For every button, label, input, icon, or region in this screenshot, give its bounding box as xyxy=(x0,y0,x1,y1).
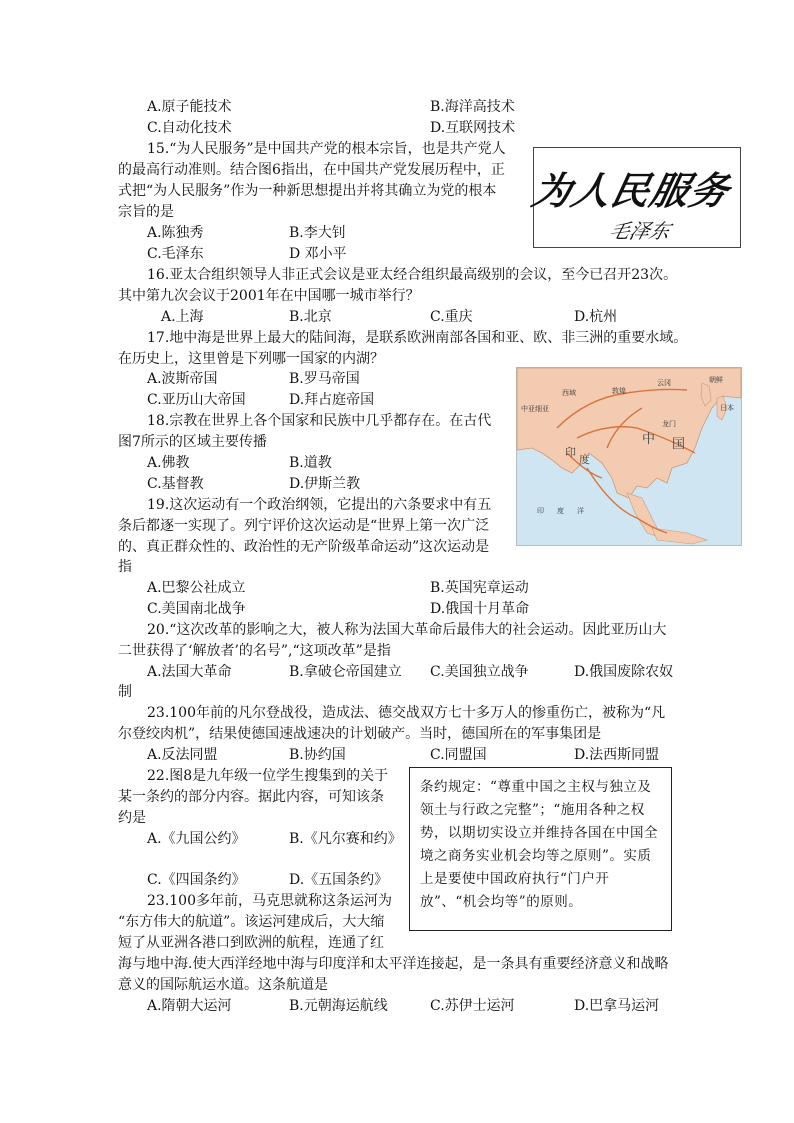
q20-stem: 二世获得了‘解放者’的名号”,“这项改革”是指 xyxy=(118,643,391,659)
q15-option-c: C.毛泽东 xyxy=(147,246,204,262)
q23-option-b: B.元朝海运航线 xyxy=(289,998,388,1014)
q22-stem: 22.图8是九年级一位学生搜集到的关于 xyxy=(147,768,389,784)
treaty-excerpt-text: 条约规定：“尊重中国之主权与独立及领土与行政之完整”；“施用各种之权势，以期切实设立并维持各国在中国全境之商务实业机会均等之原则”。实质上是要使中国政府执行“门户开放”、“机会均等”的原则。 xyxy=(420,779,658,910)
map-label: 中 xyxy=(642,432,656,447)
q20-option-d-cont: 制 xyxy=(118,684,132,700)
q21-stem: 23.100年前的凡尔登战役，造成法、德交战双方七十多万人的惨重伤亡，被称为“凡 xyxy=(147,705,666,721)
q15-option-a: A.陈独秀 xyxy=(147,225,204,241)
map-label: 洋 xyxy=(577,507,584,515)
q19-stem: 条后都逐一实现了。列宁评价这次运动是“世界上第一次广泛 xyxy=(118,518,490,534)
q17-stem: 在历史上，这里曾是下列哪一国家的内湖？ xyxy=(118,351,384,367)
q18-stem: 图7所示的区域主要传播 xyxy=(118,434,267,450)
q19-stem: 19.这次运动有一个政治纲领，它提出的六条要求中有五 xyxy=(147,497,492,513)
q17-option-c: C.亚历山大帝国 xyxy=(147,392,246,408)
calligraphy-figure xyxy=(527,147,741,248)
q21-option-b: B.协约国 xyxy=(289,747,346,763)
map-label: 西域 xyxy=(562,389,576,397)
map-label: 国 xyxy=(672,437,686,452)
q18-option-d: D.伊斯兰教 xyxy=(289,476,361,492)
treaty-excerpt-box xyxy=(409,767,672,931)
q23-stem: “东方伟大的航道”。该运河建成后，大大缩 xyxy=(118,914,385,930)
q23-stem: 海与地中海.使大西洋经地中海与印度洋和太平洋连接起，是一条具有重要经济意义和战略 xyxy=(118,956,669,972)
q22-option-a: A.《九国公约》 xyxy=(147,831,246,847)
q21-option-a: A.反法同盟 xyxy=(147,747,218,763)
map-label: 度 xyxy=(557,507,564,515)
map-label: 云冈 xyxy=(657,379,671,387)
q20-option-d: D.俄国废除农奴 xyxy=(574,664,674,680)
q21-stem: 尔登绞肉机”，结果使德国速战速决的计划破产。当时，德国所在的军事集团是 xyxy=(118,726,602,742)
q16-option-a: A.上海 xyxy=(161,309,204,325)
q23-option-a: A.隋朝大运河 xyxy=(147,998,232,1014)
q21-option-c: C.同盟国 xyxy=(430,747,487,763)
q19-option-d: D.俄国十月革命 xyxy=(430,601,530,617)
map-label: 印 xyxy=(565,446,576,459)
q22-option-c: C.《四国条约》 xyxy=(147,872,246,888)
q23-option-c: C.苏伊士运河 xyxy=(430,998,515,1014)
q20-option-a: A.法国大革命 xyxy=(147,664,232,680)
q17-stem: 17.地中海是世界上最大的陆间海，是联系欧洲南部各国和亚、欧、非三洲的重要水域。 xyxy=(147,330,688,346)
q17-option-d: D.拜占庭帝国 xyxy=(289,392,375,408)
q22-option-b: B.《凡尔赛和约》 xyxy=(289,831,402,847)
q20-stem: 20.“这次改革的影响之大，被人称为法国大革命后最伟大的社会运动。因此亚历山大 xyxy=(147,622,667,638)
map-label: 中亚细亚 xyxy=(521,405,549,413)
q23-stem: 意义的国际航运水道。这条航道是 xyxy=(118,977,328,993)
q15-stem: 式把“为人民服务”作为一种新思想提出并将其确立为党的根本 xyxy=(118,183,497,199)
map-figure xyxy=(516,367,742,546)
q16-option-d: D.杭州 xyxy=(574,309,618,325)
q19-option-b: B.英国宪章运动 xyxy=(430,580,529,596)
q22-option-d: D.《五国条约》 xyxy=(289,872,389,888)
q17-option-a: A.波斯帝国 xyxy=(147,371,218,387)
map-label: 朝鲜 xyxy=(709,376,723,384)
q15-stem: 的最高行动准则。结合图6指出，在中国共产党发展历程中，正 xyxy=(118,162,505,178)
q19-stem: 的、真正群众性的、政治性的无产阶级革命运动”这次运动是 xyxy=(118,539,490,555)
q16-option-b: B.北京 xyxy=(289,309,332,325)
q23-stem: 23.100多年前，马克思就称这条运河为 xyxy=(147,893,392,909)
q18-option-a: A.佛教 xyxy=(147,455,190,471)
q14-option-c: C.自动化技术 xyxy=(147,120,232,136)
q20-option-c: C.美国独立战争 xyxy=(430,664,529,680)
map-label: 日本 xyxy=(720,404,734,412)
q21-option-d: D.法西斯同盟 xyxy=(574,747,660,763)
q18-option-b: B.道教 xyxy=(289,455,332,471)
q15-stem: 15.“为人民服务”是中国共产党的根本宗旨，也是共产党人 xyxy=(147,141,506,157)
q22-stem: 某一条约的部分内容。据此内容，可知该条 xyxy=(118,789,384,805)
q16-stem: 其中第九次会议于2001年在中国哪一城市举行？ xyxy=(118,288,420,304)
map-label: 龙门 xyxy=(662,420,676,428)
q19-option-c: C.美国南北战争 xyxy=(147,601,246,617)
q18-stem: 18.宗教在世界上各个国家和民族中几乎都存在。在古代 xyxy=(147,413,492,429)
q18-option-c: C.基督教 xyxy=(147,476,204,492)
q19-option-a: A.巴黎公社成立 xyxy=(147,580,246,596)
calligraphy-signature: 毛泽东 xyxy=(606,219,673,243)
q22-stem: 约是 xyxy=(118,810,146,826)
q14-option-d: D.互联网技术 xyxy=(430,120,516,136)
q14-option-a: A.原子能技术 xyxy=(147,99,232,115)
q17-option-b: B.罗马帝国 xyxy=(289,371,360,387)
map-label: 度 xyxy=(579,453,590,466)
q19-stem: 指 xyxy=(118,559,132,575)
map-label: 敦煌 xyxy=(612,387,626,395)
q15-option-b: B.李大钊 xyxy=(289,225,346,241)
q16-stem: 16.亚太合组织领导人非正式会议是亚太经合组织最高级别的会议，至今已召开23次。 xyxy=(147,267,678,283)
q15-stem: 宗旨的是 xyxy=(118,204,174,220)
map-label: 印 xyxy=(537,507,544,515)
q16-option-c: C.重庆 xyxy=(430,309,473,325)
q20-option-b: B.拿破仑帝国建立 xyxy=(289,664,402,680)
q14-option-b: B.海洋高技术 xyxy=(430,99,515,115)
q15-option-d: D 邓小平 xyxy=(289,246,347,262)
calligraphy-text: 为人民服务 xyxy=(527,169,733,214)
q23-stem: 短了从亚洲各港口到欧洲的航程，连通了红 xyxy=(118,935,384,951)
q23-option-d: D.巴拿马运河 xyxy=(574,998,660,1014)
